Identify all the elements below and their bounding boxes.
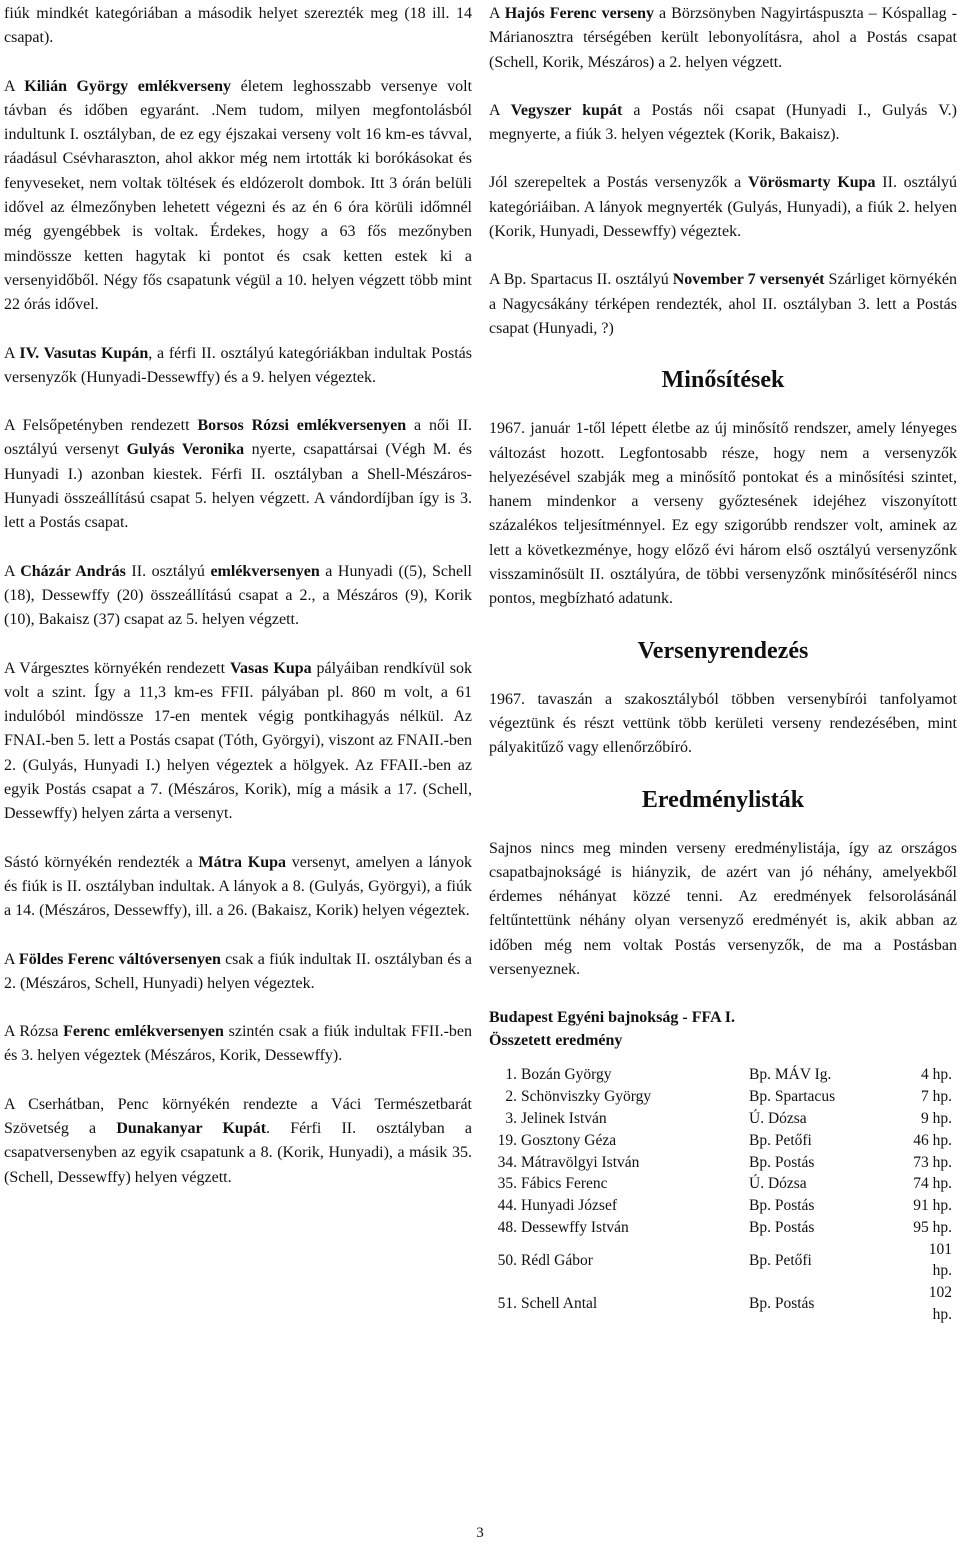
left-paragraph: [4, 75, 472, 318]
bold-text: Ferenc emlékversenyen: [63, 1023, 224, 1041]
text-run: pályáiban rendkívül sok volt a szint. Így a 11,3 km-es FFII. pályában pl. 860 m volt, a 61 indulóból mindössze 17-en mentek végig pontkihagyás nélkül. Az FNAI.-ben 5. lett a Postás csapat (Tóth, Györgyi), viszont az FNAII.-ben 2. (Gulyás, Hunyadi I.) helyen végeztek a hölgyek. Az FFAII.-ben az egyik Postás csapat a 7. (Mészáros, Korik), míg a másik a 17. (Schell, Dessewffy) helyen zárta a versenyt.: [4, 659, 473, 823]
section-title-minositesek: Minősítések: [661, 367, 785, 394]
page-number: 3: [476, 1525, 484, 1541]
position-cell: 34.: [497, 1153, 517, 1171]
paragraph-minositesek: 1967. január 1-től lépett életbe az új minősítő rendszer, amely lényeges változást hozott. Legfontosabb része, hogy nem a versenyzők helyezésével szabják meg a minősítő pontokat és a minősítési szintet, hanem mindenkor a verseny győztesének idejéhez viszonyított százalékos teljesítménnyel. Ez egy szigorúbb rendszer volt, aminek az lett a következménye, hogy előző évi három első osztályú versenyzőnk visszaminősült II. osztályúra, de többi versenyzőnk minősítéséről nincs pontos, megbízható adatunk.: [489, 420, 957, 608]
text-run: A: [489, 5, 505, 22]
text-run: a Hunyadi ((5), Schell (18), Dessewffy (20) összeállítású csapat a 2., a Mészáros (9), Korik (10), Bakaisz (37) csapat az 5. helyen végzett.: [4, 562, 473, 629]
points-cell: 102 hp.: [928, 1284, 952, 1324]
section-title-eredmenylistak: Eredménylisták: [641, 786, 805, 813]
club-cell: Bp. MÁV Ig.: [749, 1066, 832, 1084]
club-cell: Bp. Postás: [749, 1153, 815, 1171]
right-paragraph: [489, 99, 957, 148]
text-run: A: [489, 101, 511, 119]
club-cell: Ú. Dózsa: [749, 1175, 807, 1193]
text-run: nyerte, csapattársai (Végh M. és Hunyadi I.) azonban kiestek. Férfi II. osztályban a Shell-Mészáros-Hunyadi összeállítású csapat 5. helyen végzett. A vándordíjban így is 3. lett a Postás csapat.: [4, 441, 473, 532]
left-paragraph: [4, 948, 472, 997]
name-cell: Rédl Gábor: [521, 1251, 593, 1269]
position-cell: 50.: [497, 1251, 517, 1269]
text-run: A: [4, 344, 20, 362]
club-cell: Bp. Petőfi: [749, 1131, 812, 1149]
position-cell: 19.: [497, 1131, 517, 1149]
text-run: A Cserhátban, Penc környékén rendezte a Váci Természetbarát Szövetség a: [4, 1095, 472, 1137]
bold-text: emlékversenyen: [210, 562, 320, 580]
text-run: versenyt, amelyen a lányok és fiúk is II. osztályban indultak. A lányok a 8. (Gulyás, Györgyi), a fiúk a 14. (Mészáros, Dessewffy), ill. a 26. (Bakaisz, Korik) helyen végeztek.: [4, 853, 473, 920]
position-cell: 44.: [497, 1197, 517, 1215]
paragraph-eredmenylistak: Sajnos nincs meg minden verseny eredménylistája, így az országos csapatbajnokságé is hiányzik, de azért van jó néhány, amelyekből érdemes néhányat közzé tenni. Az eredmények felsorolásánál feltűntettünk néhány olyan versenyző eredményét is, akik abban az időben még nem voltak Postás versenyzők, de ma a Postásban versenyeznek.: [489, 839, 957, 979]
club-cell: Bp. Postás: [749, 1218, 815, 1236]
points-cell: 101 hp.: [928, 1240, 952, 1280]
results-table-title: [489, 1006, 957, 1052]
text-run: A: [4, 77, 25, 95]
text-run: szintén csak a fiúk indultak FFII.-ben és 3. helyen végeztek (Mészáros, Korik, Dessewffy).: [4, 1023, 472, 1065]
position-cell: 35.: [497, 1175, 517, 1193]
table-row: [489, 1239, 957, 1283]
name-cell: Gosztony Géza: [521, 1131, 617, 1149]
right-paragraphs: [489, 2, 957, 341]
results-table: [489, 1064, 957, 1326]
table-row: [489, 1173, 957, 1195]
left-paragraph: [4, 1093, 472, 1190]
bold-text: Gulyás Veronika: [126, 441, 245, 459]
text-run: . Férfi II. osztályban a csapatversenyben az egyik csapatunk a 8. (Korik, Hunyadi), a másik 35. (Schell, Dessewffy) helyen végzett.: [4, 1119, 472, 1186]
results-table-title-line1: Budapest Egyéni bajnokság - FFA I.: [489, 1009, 735, 1027]
name-cell: Jelinek István: [521, 1109, 607, 1127]
left-paragraph: [4, 657, 472, 827]
club-cell: Bp. Postás: [749, 1295, 815, 1313]
name-cell: Schönviszky György: [521, 1088, 652, 1106]
text-run: a Postás női csapat (Hunyadi I., Gulyás V.) megnyerte, a fiúk 3. helyen végeztek (Korik, Bakaisz).: [489, 101, 958, 144]
bold-text: Vörösmarty Kupa: [747, 174, 876, 192]
table-row: [489, 1086, 957, 1108]
text-run: II. osztályú kategóriáiban. A lányok megnyerték (Gulyás, Hunyadi), a fiúk 2. helyen (Korik, Hunyadi, Dessewffy) végeztek.: [489, 174, 957, 241]
right-paragraph: [489, 2, 957, 75]
text-run: II. osztályú: [125, 562, 211, 580]
left-paragraph: [4, 414, 472, 535]
text-run: Jól szerepeltek a Postás versenyzők a: [489, 174, 748, 192]
results-table-title-line2: Összetett eredmény: [489, 1032, 623, 1050]
left-paragraph: [4, 560, 472, 633]
right-paragraph: [489, 268, 957, 341]
club-cell: Ú. Dózsa: [749, 1109, 807, 1127]
text-run: Szárliget környékén a Nagycsákány térképen rendezték, ahol II. osztályban 3. lett a Postás csapat (Hunyadi, ?): [489, 271, 957, 337]
text-run: A: [4, 562, 21, 580]
text-run: A Bp. Spartacus II. osztályú: [489, 271, 673, 289]
club-cell: Bp. Spartacus: [749, 1088, 836, 1106]
points-cell: 95 hp.: [913, 1218, 952, 1236]
text-run: A Várgesztes környékén rendezett: [4, 659, 230, 677]
text-run: fiúk mindkét kategóriában a második helyet szerezték meg (18 ill. 14 csapat).: [4, 5, 472, 47]
position-cell: 3.: [505, 1109, 517, 1127]
left-paragraph: [4, 342, 472, 391]
bold-text: Borsos Rózsi emlékversenyen: [197, 417, 407, 435]
text-run: A Rózsa: [4, 1023, 64, 1041]
text-run: életem leghosszabb versenye volt távban és időben egyaránt. .Nem tudom, milyen megfontolásból indultunk I. osztályban, de ez egy éjszakai verseny volt 16 km-es távval, ráadásul Csévharaszton, ahol akkor még nem irtották ki borókásokat és fenyveseket, nem voltak töltések és eldózerolt dombok. Itt 3 órán belüli idővel az élmezőnyben lehetett végezni és az én 6 óra körüli időmnél még gyengébbek is voltak. Érdekes, hogy a 63 fős mezőnyben mindössze ketten hagytak ki pontot és csak ketten estek ki a versenyidőből. Négy fős csapatunk végül a 10. helyen végzett több mint 22 órás idővel.: [4, 77, 473, 314]
text-run: , a férfi II. osztályú kategóriákban indultak Postás versenyzők (Hunyadi-Dessewffy) és a 9. helyen végeztek.: [4, 344, 473, 386]
paragraph-versenyrendezes: 1967. tavaszán a szakosztályból többen versenybírói tanfolyamot végeztünk és részt vettünk több kerületi verseny rendezésében, mint pályakitűző vagy ellenőrzőbíró.: [489, 690, 957, 757]
name-cell: Mátravölgyi István: [521, 1153, 640, 1171]
bold-text: Mátra Kupa: [198, 853, 286, 871]
section-title-versenyrendezes: Versenyrendezés: [637, 637, 809, 664]
table-row: [489, 1064, 957, 1086]
text-run: A: [4, 950, 19, 968]
points-cell: 74 hp.: [913, 1175, 952, 1193]
club-cell: Bp. Postás: [749, 1197, 815, 1215]
right-column: [489, 2, 957, 1326]
left-column: [4, 2, 472, 1214]
position-cell: 48.: [497, 1218, 517, 1236]
name-cell: Hunyadi József: [521, 1197, 617, 1215]
points-cell: 7 hp.: [921, 1088, 952, 1106]
text-run: a Börzsönyben Nagyirtáspuszta – Kóspallag - Márianosztra térségében került lebonyolításra, ahol a Postás csapat (Schell, Korik, Mészáros) a 2. helyen végzett.: [489, 5, 958, 71]
left-paragraph: [4, 2, 472, 51]
position-cell: 2.: [505, 1088, 517, 1106]
bold-text: Vegyszer kupát: [510, 101, 623, 119]
points-cell: 46 hp.: [913, 1131, 952, 1149]
points-cell: 91 hp.: [913, 1197, 952, 1215]
left-paragraph: [4, 1020, 472, 1069]
bold-text: November 7 versenyét: [672, 271, 825, 289]
bold-text: Földes Ferenc váltóversenyen: [18, 950, 221, 968]
bold-text: Dunakanyar Kupát: [116, 1119, 267, 1137]
bold-text: Hajós Ferenc verseny: [504, 5, 655, 22]
bold-text: Kilián György emlékverseny: [24, 77, 232, 95]
text-run: Sástó környékén rendezték a: [4, 853, 199, 871]
name-cell: Dessewffy István: [521, 1218, 629, 1236]
table-row: [489, 1282, 957, 1326]
text-run: csak a fiúk indultak II. osztályban és a 2. (Mészáros, Schell, Hunyadi) helyen végeztek.: [4, 950, 473, 992]
bold-text: Vasas Kupa: [229, 659, 312, 677]
table-row: [489, 1195, 957, 1217]
table-row: [489, 1130, 957, 1152]
name-cell: Fábics Ferenc: [521, 1175, 608, 1193]
points-cell: 73 hp.: [913, 1153, 952, 1171]
name-cell: Bozán György: [521, 1066, 612, 1084]
table-row: [489, 1108, 957, 1130]
bold-text: Cházár András: [20, 562, 126, 580]
table-row: [489, 1217, 957, 1239]
table-row: [489, 1152, 957, 1174]
points-cell: 4 hp.: [921, 1066, 952, 1084]
points-cell: 9 hp.: [921, 1109, 952, 1127]
right-paragraph: [489, 171, 957, 244]
left-paragraph: [4, 851, 472, 924]
bold-text: IV. Vasutas Kupán: [19, 344, 149, 362]
name-cell: Schell Antal: [521, 1295, 598, 1313]
text-run: A Felsőpetényben rendezett: [4, 417, 198, 435]
club-cell: Bp. Petőfi: [749, 1251, 812, 1269]
position-cell: 51.: [497, 1295, 517, 1313]
text-run: a női II. osztályú versenyt: [4, 417, 473, 459]
position-cell: 1.: [505, 1066, 517, 1084]
